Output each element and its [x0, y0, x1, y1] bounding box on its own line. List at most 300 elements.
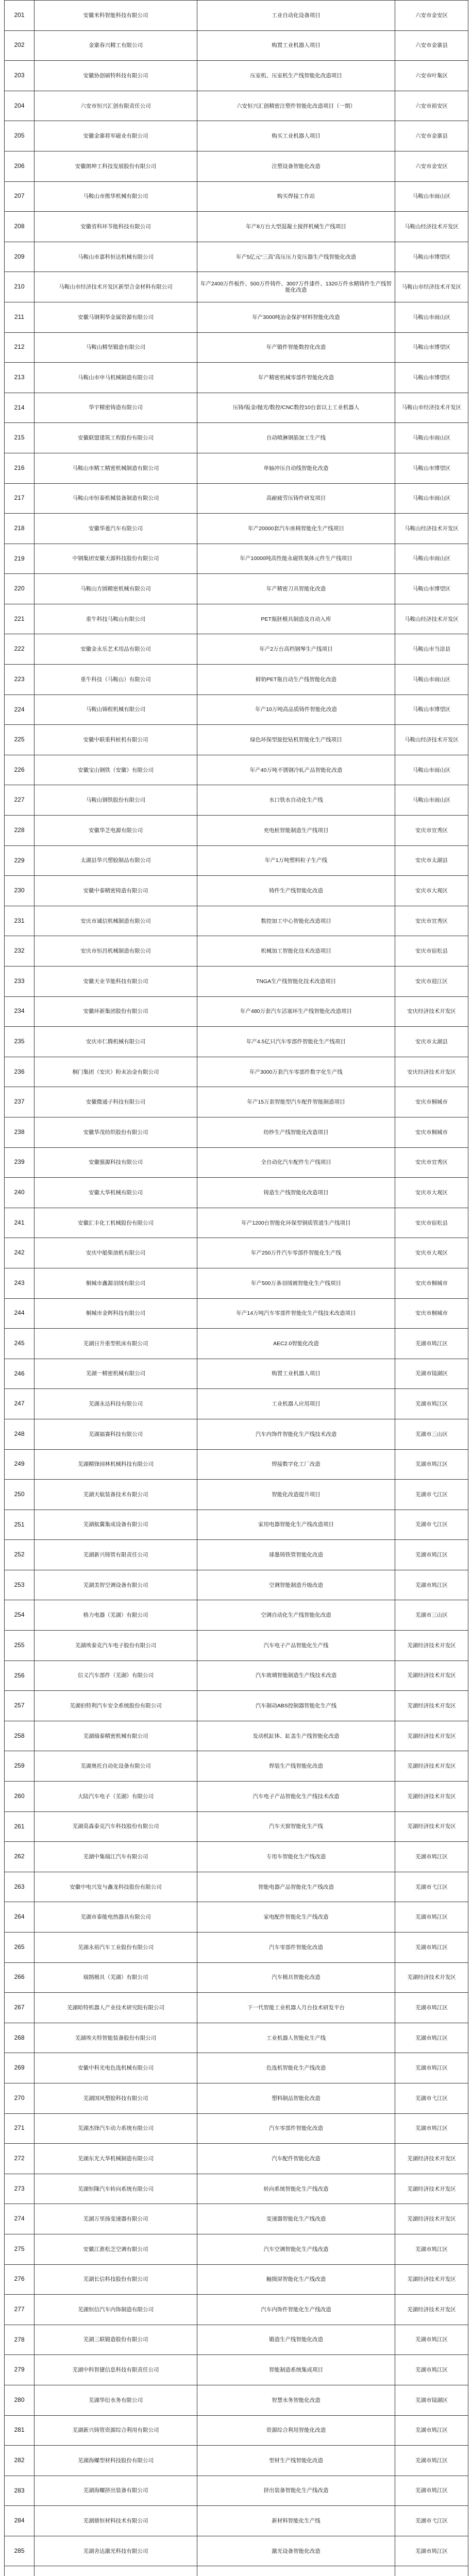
company-name-cell: 芜湖华衍水务有限公司 — [35, 2385, 197, 2415]
company-name-cell: 华宇精密铸造有限公司 — [35, 393, 197, 423]
company-name-cell: 芜湖哈特机器人产业技术研究院有限公司 — [35, 1993, 197, 2023]
district-cell: 安庆市宜秀区 — [395, 906, 468, 936]
row-number-cell: 215 — [5, 423, 35, 453]
project-name-cell: 焊接数字化工厂改造 — [197, 1449, 395, 1480]
table-row — [5, 2536, 468, 2566]
district-cell: 安庆市迎江区 — [395, 967, 468, 997]
table-row — [5, 1057, 468, 1087]
project-name-cell: 购买焊接工作站 — [197, 181, 395, 212]
district-cell: 芜湖市弋江区 — [395, 1480, 468, 1510]
row-number-cell: 267 — [5, 1993, 35, 2023]
project-name-cell: 年产10万吨高品质铸件智能化改造 — [197, 694, 395, 725]
table-row — [5, 423, 468, 453]
project-name-cell: 充电桩智能制造生产线项目 — [197, 816, 395, 846]
project-name-cell: 智能电器产品智能化生产线改造 — [197, 1872, 395, 1902]
table-row — [5, 876, 468, 906]
project-name-cell: 年产500万条羽绒被智能化生产线项目 — [197, 1268, 395, 1298]
row-number-cell: 279 — [5, 2355, 35, 2385]
project-list-table — [4, 0, 468, 2576]
row-number-cell: 280 — [5, 2385, 35, 2415]
table-row — [5, 2325, 468, 2355]
district-cell: 芜湖经济技术开发区 — [395, 2264, 468, 2295]
company-name-cell: 安徽华茂纺织股份有限公司 — [35, 1117, 197, 1147]
project-name-cell: 年产14万吨汽车零部件智能化生产线技术改造项目 — [197, 1298, 395, 1329]
company-name-cell: 安庆中船柴油机有限公司 — [35, 1238, 197, 1268]
row-number-cell: 255 — [5, 1631, 35, 1661]
district-cell: 芜湖市鸠江区 — [395, 2476, 468, 2506]
table-row — [5, 2234, 468, 2264]
project-name-cell: 六安恒兴汇创精密注塑件智能化改造项目（一期） — [197, 91, 395, 121]
project-name-cell: 高耐疲劳压铸件研发项目 — [197, 483, 395, 514]
row-number-cell: 236 — [5, 1057, 35, 1087]
row-number-cell: 210 — [5, 272, 35, 302]
row-number-cell: 224 — [5, 694, 35, 725]
table-row — [5, 2506, 468, 2536]
district-cell: 马鞍山市经济技术开发区 — [395, 393, 468, 423]
company-name-cell: 安徽天业节能科技有限公司 — [35, 967, 197, 997]
company-name-cell: 桐城市金辉科技有限公司 — [35, 1298, 197, 1329]
row-number-cell: 223 — [5, 665, 35, 695]
district-cell: 六安市金寨县 — [395, 30, 468, 61]
company-name-cell: 芜湖美智空调设备有限公司 — [35, 1570, 197, 1600]
table-row — [5, 694, 468, 725]
table-row — [5, 1691, 468, 1721]
district-cell: 芜湖经济技术开发区 — [395, 1660, 468, 1691]
company-name-cell: 芜湖日升重型机床有限公司 — [35, 1329, 197, 1359]
row-number-cell: 247 — [5, 1389, 35, 1419]
table-row — [5, 393, 468, 423]
company-name-cell: 马鞍山市经济技术开发区新型合金材料有限公司 — [35, 272, 197, 302]
company-name-cell: 芜湖天航装备技术有限公司 — [35, 1480, 197, 1510]
row-number-cell: 283 — [5, 2476, 35, 2506]
company-name-cell: 安徽微通子科技有限公司 — [35, 1087, 197, 1117]
project-name-cell: 工业自动化设备项目 — [197, 1, 395, 31]
district-cell: 安庆市大观区 — [395, 1178, 468, 1208]
table-row — [5, 1147, 468, 1178]
company-name-cell: 芜湖伯特利汽车安全系统股份有限公司 — [35, 1691, 197, 1721]
company-name-cell: 芜湖永达科技有限公司 — [35, 1389, 197, 1419]
project-name-cell: 压室机、压室机生产线智能化改造项目 — [197, 61, 395, 91]
project-name-cell: 工业机器人智能化生产线 — [197, 2023, 395, 2053]
row-number-cell: 256 — [5, 1660, 35, 1691]
district-cell: 芜湖经济技术开发区 — [395, 2174, 468, 2204]
table-row — [5, 816, 468, 846]
table-row — [5, 1268, 468, 1298]
district-cell: 安庆市宜秀区 — [395, 1147, 468, 1178]
table-row — [5, 544, 468, 574]
project-name-cell: 年产精密刀具智能化改造 — [197, 574, 395, 604]
project-name-cell: 下一代智能工业机器人月台技术研发平台 — [197, 1993, 395, 2023]
district-cell: 芜湖市三山区 — [395, 1600, 468, 1631]
project-name-cell: 球墨铸铁管智能化改造 — [197, 1540, 395, 1570]
company-name-cell: 芜湖市泰能电热器具有限公司 — [35, 1902, 197, 1933]
table-row — [5, 1298, 468, 1329]
district-cell: 芜湖经济技术开发区 — [395, 1751, 468, 1782]
row-number-cell: 211 — [5, 302, 35, 332]
district-cell: 马鞍山市博望区 — [395, 694, 468, 725]
table-row — [5, 121, 468, 151]
row-number-cell: 214 — [5, 393, 35, 423]
project-name-cell: 全自动化汽车配件生产线项目 — [197, 1147, 395, 1178]
table-row — [5, 665, 468, 695]
row-number-cell: 209 — [5, 242, 35, 272]
table-row — [5, 1782, 468, 1812]
company-name-cell: 信义汽车部件（芜湖）有限公司 — [35, 1660, 197, 1691]
row-number-cell: 203 — [5, 61, 35, 91]
district-cell: 马鞍山市雨山区 — [395, 544, 468, 574]
district-cell: 芜湖市三山区 — [395, 1419, 468, 1449]
table-row — [5, 2476, 468, 2506]
district-cell: 芜湖市鸠江区 — [395, 1570, 468, 1600]
project-name-cell: 单轴冲压自动线智能化改造 — [197, 453, 395, 483]
district-cell: 芜湖市镜湖区 — [395, 1359, 468, 1389]
table-row — [5, 2566, 468, 2576]
project-name-cell — [197, 2566, 395, 2576]
company-name-cell: 芜湖新兴铸管有限责任公司 — [35, 1540, 197, 1570]
project-name-cell: 机械加工智能化技术改造项目 — [197, 936, 395, 967]
company-name-cell: 芜湖中集瑞江汽车有限公司 — [35, 1842, 197, 1872]
table-row — [5, 1751, 468, 1782]
project-name-cell: 挤出装备智能化生产线改造 — [197, 2476, 395, 2506]
project-name-cell: 智慧水务智能化改造 — [197, 2385, 395, 2415]
table-row — [5, 1419, 468, 1449]
district-cell: 安庆市大观区 — [395, 1238, 468, 1268]
table-row — [5, 61, 468, 91]
company-name-cell: 安徽强源科技有限公司 — [35, 1147, 197, 1178]
project-name-cell: 年产3000万套汽车零部件数字化生产线 — [197, 1057, 395, 1087]
company-name-cell: 安徽金寨将军磁业有限公司 — [35, 121, 197, 151]
district-cell: 芜湖市鸠江区 — [395, 1449, 468, 1480]
project-name-cell: 汽车玻璃智能制造生产线技术改造 — [197, 1660, 395, 1691]
row-number-cell: 202 — [5, 30, 35, 61]
table-row — [5, 1208, 468, 1238]
district-cell: 马鞍山市博望区 — [395, 242, 468, 272]
project-name-cell: 汽车配件智能化改造 — [197, 2144, 395, 2174]
district-cell: 芜湖经济技术开发区 — [395, 1691, 468, 1721]
project-name-cell: 汽车空调智能化生产线改造 — [197, 2234, 395, 2264]
table-row — [5, 574, 468, 604]
project-name-cell: 汽车天窗智能化生产线 — [197, 1811, 395, 1842]
project-name-cell: 绿色环保型旋挖钻机智能化生产线项目 — [197, 725, 395, 755]
project-name-cell: 新材料智能化生产线 — [197, 2506, 395, 2536]
row-number-cell: 270 — [5, 2083, 35, 2113]
table-row — [5, 514, 468, 544]
table-row — [5, 272, 468, 302]
row-number-cell: 249 — [5, 1449, 35, 1480]
company-name-cell: 格力电器（芜湖）有限公司 — [35, 1600, 197, 1631]
district-cell: 六安市裕安区 — [395, 91, 468, 121]
district-cell: 安庆市桐城市 — [395, 1298, 468, 1329]
table-row — [5, 1510, 468, 1540]
company-name-cell: 芜湖恒隆汽车转向系统有限公司 — [35, 2174, 197, 2204]
company-name-cell: 马鞍山市嘉科恒达机械有限公司 — [35, 242, 197, 272]
company-name-cell — [35, 2566, 197, 2576]
district-cell: 芜湖市鸠江区 — [395, 2325, 468, 2355]
district-cell: 芜湖市鸠江区 — [395, 2053, 468, 2083]
project-name-cell: 压铸/钣金/抛光/数控/CNC数控10台套以上工业机器人 — [197, 393, 395, 423]
project-name-cell: 年产250万件汽车零部件智能化生产线 — [197, 1238, 395, 1268]
company-name-cell: 芜湖万里扬变速器有限公司 — [35, 2204, 197, 2234]
company-name-cell: 安徽中电兴发与鑫龙科技股份有限公司 — [35, 1872, 197, 1902]
district-cell: 安庆市宜秀区 — [395, 816, 468, 846]
project-name-cell: 工业机器人应用项目 — [197, 1389, 395, 1419]
table-row — [5, 2295, 468, 2325]
company-name-cell: 芜湖瑞泰精密机械有限公司 — [35, 1721, 197, 1751]
company-name-cell: 芜湖埃泰克汽车电子股份有限公司 — [35, 1631, 197, 1661]
row-number-cell: 241 — [5, 1208, 35, 1238]
company-name-cell: 芜湖东光大华机械制造有限公司 — [35, 2144, 197, 2174]
company-name-cell: 安徽联盟建筑工程股份有限公司 — [35, 423, 197, 453]
table-row — [5, 2083, 468, 2113]
project-name-cell: 激光设备智能化改造 — [197, 2536, 395, 2566]
project-name-cell: 铸件生产线智能化改造 — [197, 876, 395, 906]
district-cell: 马鞍山经济技术开发区 — [395, 212, 468, 242]
company-name-cell: 安徽朗坤工科技发展股份有限公司 — [35, 151, 197, 181]
row-number-cell: 252 — [5, 1540, 35, 1570]
project-name-cell: 自动喷淋钢筋加工生产线 — [197, 423, 395, 453]
company-name-cell: 金寨春兴精工有限公司 — [35, 30, 197, 61]
table-row — [5, 1811, 468, 1842]
district-cell: 六安市金寨县 — [395, 121, 468, 151]
project-name-cell: 购买工业机器人项目 — [197, 121, 395, 151]
district-cell: 马鞍山经济技术开发区 — [395, 514, 468, 544]
district-cell: 马鞍山市博望区 — [395, 363, 468, 393]
company-name-cell: 马鞍山钢铁股份有限公司 — [35, 785, 197, 816]
company-name-cell: 芜湖海螺型材科技股份有限公司 — [35, 2446, 197, 2476]
row-number-cell: 230 — [5, 876, 35, 906]
district-cell: 马鞍山市雨山区 — [395, 302, 468, 332]
project-name-cell: 发动机缸体、缸盖生产线智能化改造 — [197, 1721, 395, 1751]
company-name-cell: 安庆市诚信机械制造有限公司 — [35, 906, 197, 936]
district-cell: 芜湖经济技术开发区 — [395, 1631, 468, 1661]
table-row — [5, 1902, 468, 1933]
project-name-cell: 水口铁水自动化生产线 — [197, 785, 395, 816]
district-cell: 芜湖经济技术开发区 — [395, 1962, 468, 1993]
district-cell: 安庆市宿松县 — [395, 1208, 468, 1238]
district-cell: 芜湖市鸠江区 — [395, 2415, 468, 2446]
project-name-cell: 年产10000吨高性能永磁铁氧体元件生产线项目 — [197, 544, 395, 574]
company-name-cell: 安徽马钢利华金属资源有限公司 — [35, 302, 197, 332]
table-row — [5, 845, 468, 876]
district-cell: 芜湖市弋江区 — [395, 1872, 468, 1902]
company-name-cell: 芜湖杰锋汽车动力系统有限公司 — [35, 2113, 197, 2144]
row-number-cell: 248 — [5, 1419, 35, 1449]
project-name-cell: 变速器智能化生产线改造 — [197, 2204, 395, 2234]
company-name-cell: 安徽环新集团股份有限公司 — [35, 996, 197, 1027]
row-number-cell: 221 — [5, 604, 35, 634]
table-row — [5, 1842, 468, 1872]
district-cell: 马鞍山市雨山区 — [395, 665, 468, 695]
company-name-cell: 六安市恒兴汇创有限责任公司 — [35, 91, 197, 121]
row-number-cell: 277 — [5, 2295, 35, 2325]
project-name-cell: 年产1万吨塑料粒子生产线 — [197, 845, 395, 876]
table-row — [5, 1631, 468, 1661]
district-cell: 芜湖市鸠江区 — [395, 1389, 468, 1419]
project-name-cell: 纺纱生产线智能化改造项目 — [197, 1117, 395, 1147]
company-name-cell: 马鞍山市熊华机械有限公司 — [35, 181, 197, 212]
project-name-cell: 空调自动化生产线智能化改造 — [197, 1600, 395, 1631]
row-number-cell: 240 — [5, 1178, 35, 1208]
row-number-cell: 233 — [5, 967, 35, 997]
row-number-cell: 208 — [5, 212, 35, 242]
row-number-cell: 268 — [5, 2023, 35, 2053]
company-name-cell: 芜湖三联锻造股份有限公司 — [35, 2325, 197, 2355]
company-name-cell: 桐城市鑫源羽绒有限公司 — [35, 1268, 197, 1298]
table-row — [5, 936, 468, 967]
company-name-cell: 马鞍山精坚锻造有限公司 — [35, 332, 197, 363]
district-cell: 马鞍山市雨山区 — [395, 755, 468, 785]
project-name-cell: 锻造生产线智能化改造 — [197, 2325, 395, 2355]
row-number-cell: 262 — [5, 1842, 35, 1872]
table-row — [5, 91, 468, 121]
project-name-cell: 色选机智能化生产线改造 — [197, 2053, 395, 2083]
company-name-cell: 安徽汇丰化工机械股份有限公司 — [35, 1208, 197, 1238]
table-row — [5, 212, 468, 242]
project-name-cell: 汽车零部件智能化改造 — [197, 1933, 395, 1963]
project-name-cell: 汽车制动ABS控制器智能化生产线 — [197, 1691, 395, 1721]
table-row — [5, 2053, 468, 2083]
district-cell: 芜湖市鸠江区 — [395, 2355, 468, 2385]
company-name-cell: 芜湖奥托自动化设备有限公司 — [35, 1751, 197, 1782]
company-name-cell: 安徽华芝电源有限公司 — [35, 816, 197, 846]
table-row — [5, 30, 468, 61]
row-number-cell: 204 — [5, 91, 35, 121]
project-name-cell: 汽车内饰件智能化生产线改造 — [197, 2295, 395, 2325]
district-cell: 安庆市桐城市 — [395, 1117, 468, 1147]
row-number-cell: 201 — [5, 1, 35, 31]
row-number-cell: 261 — [5, 1811, 35, 1842]
table-row — [5, 1027, 468, 1057]
district-cell: 芜湖市鸠江区 — [395, 2234, 468, 2264]
company-name-cell: 安徽大华机械有限公司 — [35, 1178, 197, 1208]
project-name-cell: 汽车内饰件智能化生产线技术改造 — [197, 1419, 395, 1449]
row-number-cell: 274 — [5, 2204, 35, 2234]
company-name-cell: 安徽省科环节能科技有限公司 — [35, 212, 197, 242]
row-number-cell: 237 — [5, 1087, 35, 1117]
project-name-cell: AEC2.0智能化改造 — [197, 1329, 395, 1359]
row-number-cell: 285 — [5, 2536, 35, 2566]
district-cell: 芜湖市鸠江区 — [395, 1933, 468, 1963]
table-row — [5, 483, 468, 514]
project-name-cell: 家电配件智能化生产线改造 — [197, 1902, 395, 1933]
project-name-cell: 智能化改造提升项目 — [197, 1480, 395, 1510]
project-name-cell: 年产480万套汽车活塞环生产线智能化改造项目 — [197, 996, 395, 1027]
table-row — [5, 1178, 468, 1208]
table-row — [5, 302, 468, 332]
company-name-cell: 芜湖一精密机械有限公司 — [35, 1359, 197, 1389]
district-cell: 安庆市宿松县 — [395, 936, 468, 967]
row-number-cell: 260 — [5, 1782, 35, 1812]
row-number-cell: 205 — [5, 121, 35, 151]
company-name-cell: 重牛科技马鞍山有限公司 — [35, 604, 197, 634]
company-name-cell: 安庆市仁腾机械有限公司 — [35, 1027, 197, 1057]
table-row — [5, 1600, 468, 1631]
table-row — [5, 1, 468, 31]
project-name-cell: 年产精密机械零部件智能化改造 — [197, 363, 395, 393]
district-cell: 芜湖经济技术开发区 — [395, 2144, 468, 2174]
district-cell — [395, 2566, 468, 2576]
table-row — [5, 1238, 468, 1268]
district-cell: 芜湖市鸠江区 — [395, 2113, 468, 2144]
project-name-cell: 汽车零部件智能化改造 — [197, 2113, 395, 2144]
row-number-cell: 272 — [5, 2144, 35, 2174]
district-cell: 芜湖市鸠江区 — [395, 1540, 468, 1570]
company-name-cell: 马鞍山市精工精密机械制造有限公司 — [35, 453, 197, 483]
table-row — [5, 906, 468, 936]
district-cell: 六安市叶集区 — [395, 61, 468, 91]
row-number-cell — [5, 2566, 35, 2576]
project-name-cell: 鲜奶PET瓶自动生产线智能化改造 — [197, 665, 395, 695]
project-name-cell: 触摸屏智能化生产线改造 — [197, 2264, 395, 2295]
company-name-cell: 安徽华菱汽车有限公司 — [35, 514, 197, 544]
table-row — [5, 1993, 468, 2023]
row-number-cell: 212 — [5, 332, 35, 363]
company-name-cell: 芜湖精锋园林机械科技有限公司 — [35, 1449, 197, 1480]
row-number-cell: 242 — [5, 1238, 35, 1268]
project-name-cell: 铸造生产线智能化改造项目 — [197, 1178, 395, 1208]
project-name-cell: 塑料制品智能化改造 — [197, 2083, 395, 2113]
company-name-cell: 芜湖埃夫特智能装备股份有限公司 — [35, 2023, 197, 2053]
table-row — [5, 604, 468, 634]
project-name-cell: 年产20000套汽车座椅智能化生产线项目 — [197, 514, 395, 544]
district-cell: 芜湖经济技术开发区 — [395, 2204, 468, 2234]
row-number-cell: 243 — [5, 1268, 35, 1298]
row-number-cell: 229 — [5, 845, 35, 876]
project-name-cell: 汽车电子产品智能化生产线 — [197, 1631, 395, 1661]
row-number-cell: 225 — [5, 725, 35, 755]
company-name-cell: 太湖县华兴塑胶制品有限公司 — [35, 845, 197, 876]
table-row — [5, 755, 468, 785]
district-cell: 芜湖市鸠江区 — [395, 2446, 468, 2476]
district-cell: 安庆市太湖县 — [395, 845, 468, 876]
company-name-cell: 中钢集团安徽天源科技股份有限公司 — [35, 544, 197, 574]
row-number-cell: 273 — [5, 2174, 35, 2204]
district-cell: 马鞍山市雨山区 — [395, 181, 468, 212]
district-cell: 六安市金安区 — [395, 151, 468, 181]
table-row — [5, 1117, 468, 1147]
project-name-cell: 年产锻件智能数控化改造 — [197, 332, 395, 363]
project-name-cell: TNGA生产线智能化技术改造项目 — [197, 967, 395, 997]
table-row — [5, 725, 468, 755]
row-number-cell: 228 — [5, 816, 35, 846]
project-name-cell: 年产15万套智能型汽车配件智能制造项目 — [197, 1087, 395, 1117]
table-row — [5, 2144, 468, 2174]
table-row — [5, 2415, 468, 2446]
table-row — [5, 1329, 468, 1359]
table-row — [5, 1480, 468, 1510]
project-name-cell: 转向系统智能化生产线改造 — [197, 2174, 395, 2204]
district-cell: 马鞍山市雨山区 — [395, 423, 468, 453]
row-number-cell: 234 — [5, 996, 35, 1027]
table-row — [5, 1962, 468, 1993]
district-cell: 芜湖市鸠江区 — [395, 1902, 468, 1933]
row-number-cell: 217 — [5, 483, 35, 514]
row-number-cell: 276 — [5, 2264, 35, 2295]
row-number-cell: 263 — [5, 1872, 35, 1902]
table-row — [5, 1933, 468, 1963]
row-number-cell: 216 — [5, 453, 35, 483]
district-cell: 芜湖市鸠江区 — [395, 1329, 468, 1359]
company-name-cell: 安徽协创硕特科技有限公司 — [35, 61, 197, 91]
district-cell: 马鞍山市博望区 — [395, 332, 468, 363]
table-row — [5, 1660, 468, 1691]
table-row — [5, 151, 468, 181]
table-row — [5, 2355, 468, 2385]
row-number-cell: 235 — [5, 1027, 35, 1057]
district-cell: 六安市金安区 — [395, 1, 468, 31]
table-row — [5, 1721, 468, 1751]
row-number-cell: 206 — [5, 151, 35, 181]
